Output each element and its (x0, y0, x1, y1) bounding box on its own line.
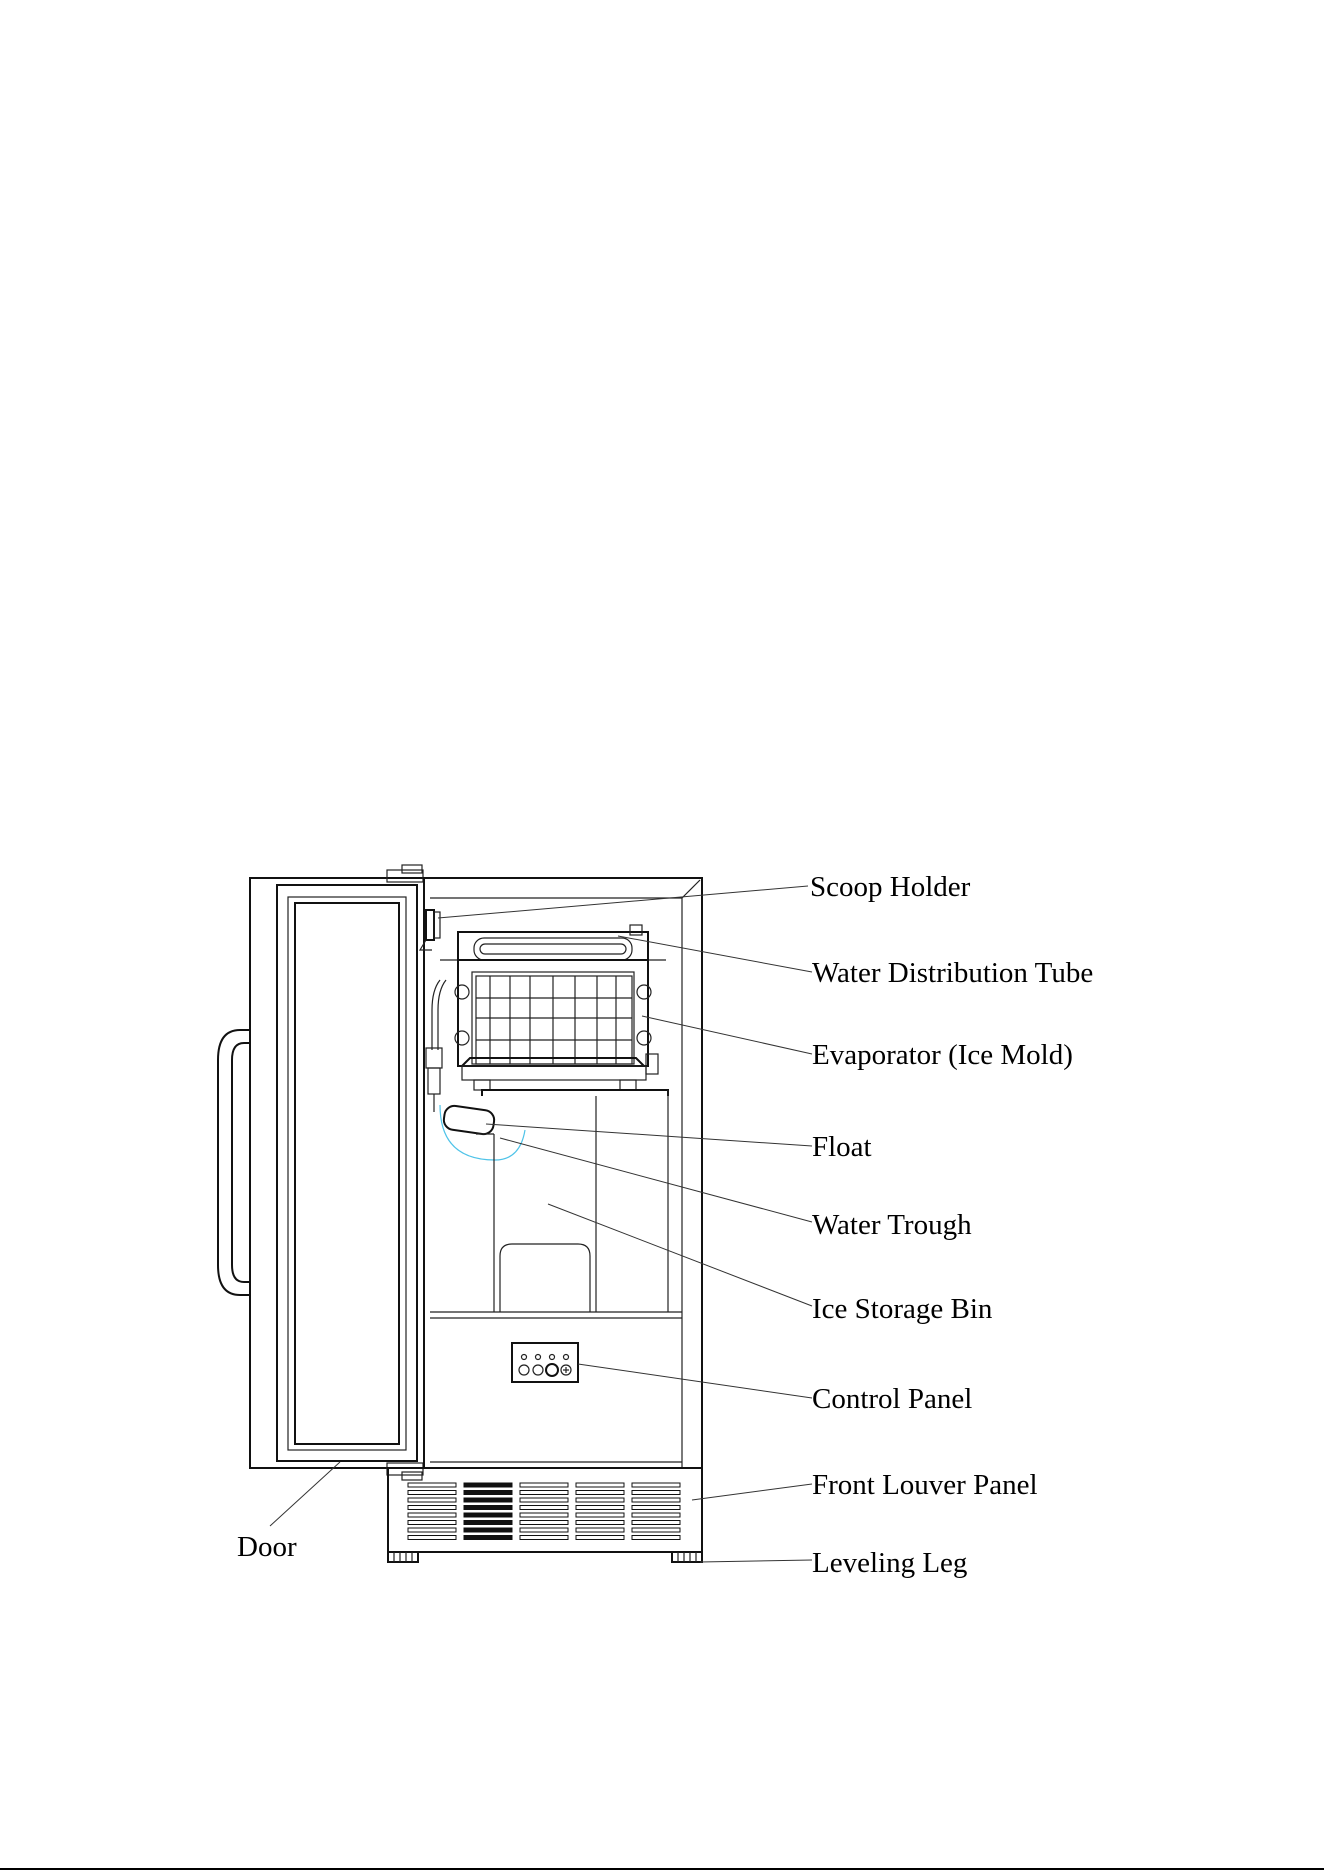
louver-slot (632, 1483, 680, 1487)
label-leveling-leg: Leveling Leg (812, 1547, 968, 1579)
louver-slot (632, 1521, 680, 1525)
louver-slot (520, 1491, 568, 1495)
door (250, 865, 424, 1480)
louver-slot (464, 1528, 512, 1532)
louver-slot (464, 1536, 512, 1540)
door-handle (218, 1030, 250, 1295)
louver-slot (520, 1498, 568, 1502)
louver-slot (520, 1528, 568, 1532)
louver-slot (576, 1506, 624, 1510)
louver-slot (576, 1513, 624, 1517)
leader-scoop-holder (438, 886, 808, 918)
page-bottom-rule (0, 1868, 1324, 1870)
label-scoop-holder: Scoop Holder (810, 871, 971, 903)
label-float: Float (812, 1131, 872, 1163)
water-distribution-tube (440, 925, 666, 960)
ice-mold-grid (476, 976, 632, 1064)
louver-slot (408, 1498, 456, 1502)
label-evaporator: Evaporator (Ice Mold) (812, 1039, 1073, 1071)
leader-water-trough (500, 1138, 812, 1222)
louver-slot (464, 1513, 512, 1517)
label-control-panel: Control Panel (812, 1383, 973, 1415)
louver-slot (576, 1521, 624, 1525)
labels (237, 871, 1093, 1579)
louver-slot (632, 1491, 680, 1495)
label-ice-storage-bin: Ice Storage Bin (812, 1293, 993, 1325)
louver-slot (632, 1498, 680, 1502)
front-louver-panel (388, 1468, 702, 1552)
louver-slot (520, 1513, 568, 1517)
label-water-trough: Water Trough (812, 1209, 972, 1241)
louver-slot (576, 1498, 624, 1502)
evaporator-ice-mold (455, 960, 658, 1090)
louver-slot (408, 1513, 456, 1517)
louver-slot (464, 1498, 512, 1502)
leader-front-louver-panel (692, 1484, 812, 1500)
control-panel (512, 1343, 578, 1382)
water-pump-pipe (426, 980, 446, 1112)
louver-slot (576, 1528, 624, 1532)
louver-slot (464, 1521, 512, 1525)
louver-slot (408, 1536, 456, 1540)
louver-slot (520, 1521, 568, 1525)
label-door: Door (237, 1531, 297, 1563)
leader-float (486, 1124, 812, 1146)
louver-slot (408, 1506, 456, 1510)
louver-slot (408, 1483, 456, 1487)
leader-control-panel (578, 1364, 812, 1398)
leader-ice-storage-bin (548, 1204, 812, 1306)
louver-slot (464, 1506, 512, 1510)
ice-storage-bin (476, 1090, 668, 1312)
float (440, 1105, 525, 1160)
leader-evaporator (642, 1016, 812, 1054)
leader-door (270, 1462, 340, 1526)
louver-slots (408, 1483, 680, 1540)
louver-slot (576, 1536, 624, 1540)
louver-slot (576, 1491, 624, 1495)
louver-slot (632, 1536, 680, 1540)
label-front-louver-panel: Front Louver Panel (812, 1469, 1038, 1501)
louver-slot (408, 1491, 456, 1495)
label-water-distribution-tube: Water Distribution Tube (812, 957, 1094, 989)
louver-slot (632, 1513, 680, 1517)
leveling-legs (388, 1552, 702, 1562)
louver-slot (520, 1483, 568, 1487)
leader-leveling-leg (700, 1560, 812, 1562)
louver-slot (464, 1483, 512, 1487)
louver-slot (576, 1483, 624, 1487)
louver-slot (520, 1536, 568, 1540)
louver-slot (408, 1521, 456, 1525)
louver-slot (464, 1491, 512, 1495)
cabinet (424, 878, 702, 1468)
louver-slot (408, 1528, 456, 1532)
louver-slot (632, 1506, 680, 1510)
louver-slot (520, 1506, 568, 1510)
louver-slot (632, 1528, 680, 1532)
